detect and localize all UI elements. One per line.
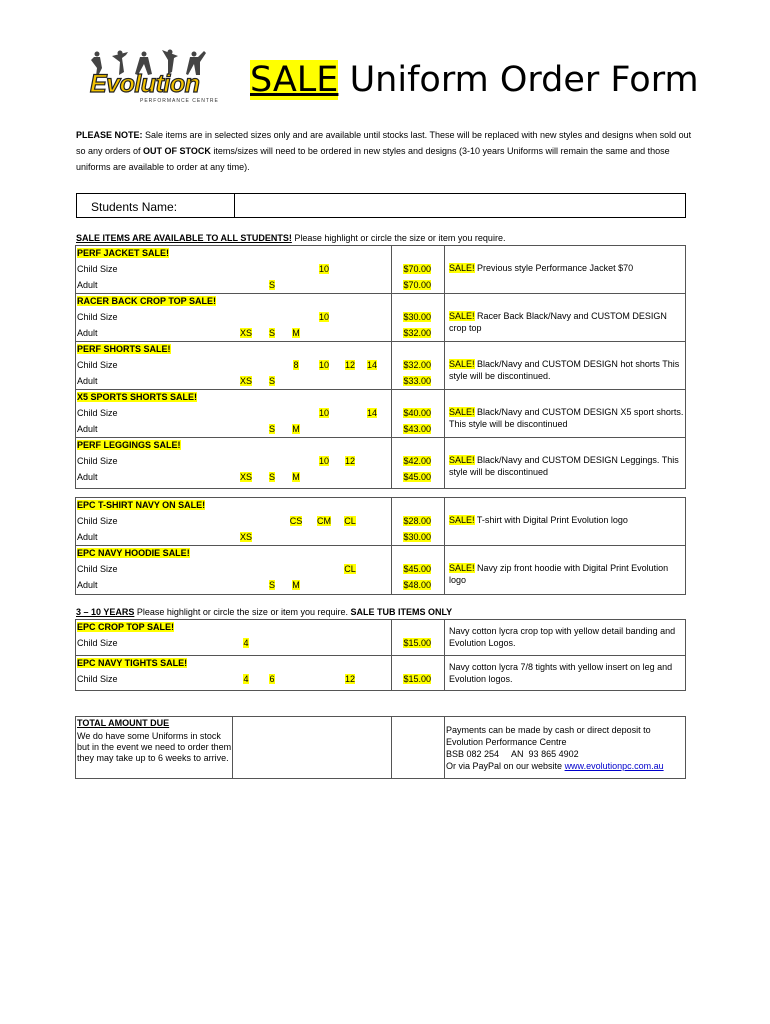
sale-heading-rest: Please highlight or circle the size or item you require. [291,233,506,243]
size-label: 14 [366,360,377,370]
size-label: 12 [344,360,355,370]
child-price [396,408,431,418]
child-size-label: Child Size [77,516,118,526]
size-label: S [268,424,275,434]
price-text: $33.00 [403,376,431,386]
product-title-text: RACER BACK CROP TOP SALE! [77,296,217,306]
size-option[interactable] [314,408,334,418]
size-option[interactable] [314,516,334,526]
payment-info [446,724,684,772]
desc-text: Black/Navy and CUSTOM DESIGN X5 sport shorts. This style will be discontinued [449,407,684,429]
row-divider [75,545,686,546]
size-option[interactable] [314,360,334,370]
adult-size-label: Adult [77,424,98,434]
size-label: M [292,328,300,338]
child-size-label: Child Size [77,456,118,466]
size-option[interactable] [340,564,360,574]
divider [444,716,445,779]
note-out-of-stock: OUT OF STOCK [143,146,211,156]
price-text: $45.00 [403,564,431,574]
price-text: $43.00 [403,424,431,434]
total-body: We do have some Uniforms in stock but in the event we need to order them they may take up to 6 weeks to arrive. [77,731,232,763]
desc-text: Racer Back Black/Navy and CUSTOM DESIGN crop top [449,311,667,333]
size-label: CL [344,564,356,574]
logo-subtitle: PERFORMANCE CENTRE [140,98,219,104]
size-label: 4 [243,674,249,684]
child-price [396,360,431,370]
size-label: S [268,472,275,482]
child-size-label: Child Size [77,408,118,418]
product-description [449,514,684,526]
adult-size-label: Adult [77,472,98,482]
size-label: 4 [243,638,249,648]
desc-text: Black/Navy and CUSTOM DESIGN hot shorts This style will be discontinued. [449,359,680,381]
child-price [396,456,431,466]
size-label: 10 [318,312,329,322]
child-size-label: Child Size [77,360,118,370]
page-title [250,60,699,100]
title-rest: Uniform Order Form [338,60,699,100]
adult-price [396,580,431,590]
divider [391,497,392,595]
size-option[interactable] [286,516,306,526]
size-label: 6 [269,674,275,684]
desc-sale: SALE! [449,311,475,321]
desc-sale: SALE! [449,359,475,369]
size-option[interactable] [340,516,360,526]
price-text: $70.00 [403,264,431,274]
size-label: 10 [318,360,329,370]
size-option[interactable] [262,472,282,482]
size-option[interactable] [236,674,256,684]
adult-price [396,376,431,386]
years-heading-bold: 3 – 10 YEARS [76,607,135,617]
product-title [77,622,174,632]
product-title [77,344,171,354]
price-text: $28.00 [403,516,431,526]
child-size-label: Child Size [77,264,118,274]
years-heading [76,607,452,617]
size-label: M [292,424,300,434]
desc-sale: SALE! [449,455,475,465]
desc-text: Previous style Performance Jacket $70 [474,263,634,273]
child-price [396,564,431,574]
product-description [449,454,684,478]
payment-paypal-text: Or via PayPal on our website [446,761,565,771]
size-option[interactable] [236,472,256,482]
note-label: PLEASE NOTE: [76,130,143,140]
size-option[interactable] [236,376,256,386]
product-title [77,248,169,258]
size-option[interactable] [262,328,282,338]
child-price [396,674,431,684]
product-title-text: EPC NAVY TIGHTS SALE! [77,658,188,668]
total-amount-field[interactable] [233,717,390,778]
desc-sale: SALE! [449,263,475,273]
child-size-label: Child Size [77,638,118,648]
size-label: 14 [366,408,377,418]
product-title [77,500,205,510]
adult-price [396,328,431,338]
adult-size-label: Adult [77,328,98,338]
product-title [77,658,187,668]
note-text-1: Sale items are in selected sizes only and are available until stocks last. These will be replaced with new styles and designs when sold out so any orders of [76,130,692,156]
product-title-text: EPC CROP TOP SALE! [77,622,175,632]
size-label: S [268,580,275,590]
product-description [449,262,684,274]
product-title-text: PERF LEGGINGS SALE! [77,440,181,450]
child-size-label: Child Size [77,312,118,322]
logo-wordmark: Evolution [90,70,200,98]
adult-size-label: Adult [77,580,98,590]
size-label: 12 [344,674,355,684]
size-option[interactable] [314,312,334,322]
size-label: XS [239,472,252,482]
years-heading-tub: SALE TUB ITEMS ONLY [350,607,453,617]
size-label: 12 [344,456,355,466]
size-option[interactable] [286,328,306,338]
size-label: 10 [318,264,329,274]
divider [391,245,392,489]
child-price [396,264,431,274]
adult-size-label: Adult [77,376,98,386]
size-label: S [268,376,275,386]
product-description [449,358,684,382]
product-description [449,406,684,430]
size-option[interactable] [262,424,282,434]
size-option[interactable] [286,472,306,482]
adult-size-label: Adult [77,532,98,542]
child-size-label: Child Size [77,564,118,574]
size-label: CL [344,516,356,526]
size-option[interactable] [340,674,360,684]
student-name-label: Students Name: [91,200,178,214]
divider [234,194,235,217]
note-text-2: items/sizes will need to be ordered in new styles and designs (3-10 years Uniforms will remain the same and those uniforms are available to order at any time). [76,146,670,172]
size-option[interactable] [340,360,360,370]
adult-price [396,532,431,542]
product-title-text: EPC T-SHIRT NAVY ON SALE! [77,500,206,510]
adult-price [396,280,431,290]
size-option[interactable] [340,456,360,466]
size-option[interactable] [236,638,256,648]
size-option[interactable] [286,424,306,434]
price-text: $40.00 [403,408,431,418]
size-label: M [292,580,300,590]
size-option[interactable] [286,580,306,590]
size-option[interactable] [286,360,306,370]
product-title-text: PERF JACKET SALE! [77,248,170,258]
adult-price [396,472,431,482]
size-option[interactable] [262,580,282,590]
product-title [77,296,216,306]
size-label: M [292,472,300,482]
sale-heading-bold: SALE ITEMS ARE AVAILABLE TO ALL STUDENTS! [76,233,292,243]
size-label: XS [239,328,252,338]
divider [391,716,392,779]
product-description [449,562,684,586]
price-text: $70.00 [403,280,431,290]
adult-size-label: Adult [77,280,98,290]
size-label: 10 [318,408,329,418]
size-label: 8 [293,360,299,370]
price-text: $30.00 [403,532,431,542]
payment-line-1: Payments can be made by cash or direct deposit to Evolution Performance Centre [446,725,651,747]
size-option[interactable] [362,408,382,418]
price-text: $15.00 [403,674,431,684]
size-label: CS [289,516,303,526]
divider [444,497,445,595]
student-name-field[interactable] [76,193,686,218]
size-option[interactable] [262,376,282,386]
product-description: Navy cotton lycra crop top with yellow detail banding and Evolution Logos. [449,626,676,648]
size-label: 10 [318,456,329,466]
size-label: S [268,280,275,290]
size-option[interactable] [262,280,282,290]
product-title [77,440,181,450]
product-description [449,310,684,334]
price-text: $48.00 [403,580,431,590]
size-option[interactable] [362,360,382,370]
size-label: XS [239,532,252,542]
years-heading-rest: Please highlight or circle the size or item you require. [134,607,351,617]
sale-items-heading [76,233,505,243]
price-text: $45.00 [403,472,431,482]
product-description: Navy cotton lycra 7/8 tights with yellow insert on leg and Evolution logos. [449,662,673,684]
desc-text: T-shirt with Digital Print Evolution logo [474,515,628,525]
child-price [396,638,431,648]
product-title-text: EPC NAVY HOODIE SALE! [77,548,190,558]
product-title-text: PERF SHORTS SALE! [77,344,171,354]
row-divider [75,389,686,390]
price-text: $32.00 [403,328,431,338]
row-divider [75,655,686,656]
price-text: $42.00 [403,456,431,466]
total-title: TOTAL AMOUNT DUE [77,718,170,728]
payment-bank-details: BSB 082 254 AN 93 865 4902 [446,749,579,759]
divider [444,245,445,489]
price-text: $32.00 [403,360,431,370]
desc-text: Black/Navy and CUSTOM DESIGN Leggings. This style will be discontinued [449,455,679,477]
row-divider [75,293,686,294]
size-option[interactable] [314,456,334,466]
price-text: $30.00 [403,312,431,322]
payment-line-3 [446,760,684,772]
size-option[interactable] [236,328,256,338]
size-option[interactable] [314,264,334,274]
child-size-label: Child Size [77,674,118,684]
product-title [77,392,197,402]
product-title-text: X5 SPORTS SHORTS SALE! [77,392,198,402]
desc-text: Navy zip front hoodie with Digital Print Evolution logo [449,563,669,585]
row-divider [75,437,686,438]
evolution-logo [82,48,222,110]
desc-sale: SALE! [449,563,475,573]
row-divider [75,341,686,342]
desc-sale: SALE! [449,407,475,417]
website-link[interactable]: www.evolutionpc.com.au [564,761,664,771]
child-price [396,516,431,526]
product-title [77,548,190,558]
size-option[interactable] [236,532,256,542]
desc-sale: SALE! [449,515,475,525]
price-text: $15.00 [403,638,431,648]
size-label: CM [317,516,331,526]
title-sale: SALE [250,60,339,100]
please-note [76,127,696,175]
size-label: S [268,328,275,338]
adult-price [396,424,431,434]
child-price [396,312,431,322]
size-label: XS [239,376,252,386]
size-option[interactable] [262,674,282,684]
